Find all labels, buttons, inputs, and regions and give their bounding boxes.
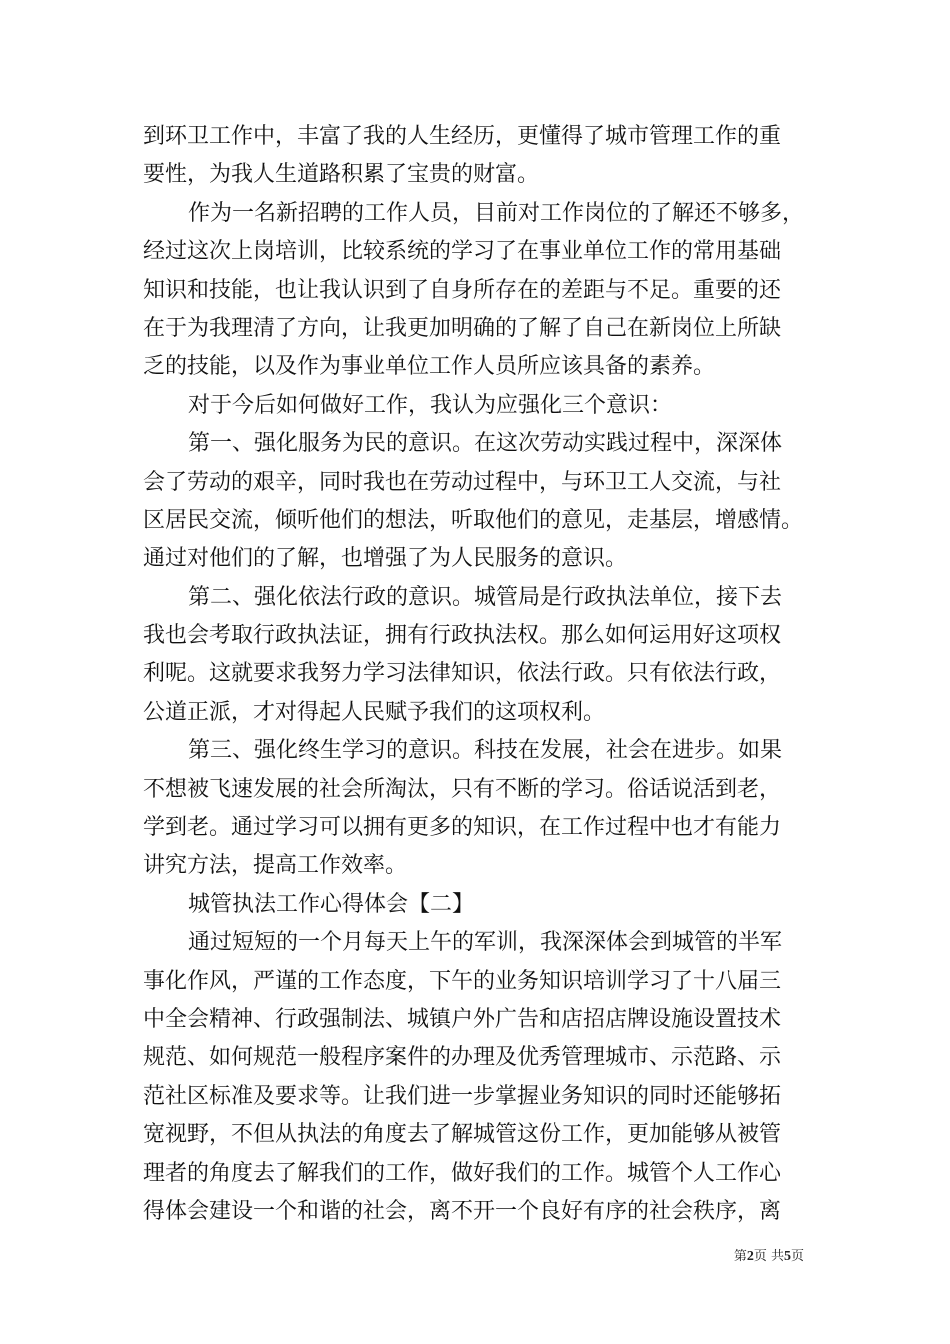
total-page-number: 5 bbox=[783, 1249, 791, 1264]
text-line: 讲究方法，提高工作效率。 bbox=[143, 853, 408, 879]
text-line: 公道正派，才对得起人民赋予我们的这项权利。 bbox=[143, 699, 606, 725]
text-line: 知识和技能，也让我认识到了自身所存在的差距与不足。重要的还 bbox=[143, 277, 782, 303]
text-line: 在于为我理清了方向，让我更加明确的了解了自己在新岗位上所缺 bbox=[143, 315, 782, 341]
text-line: 学到老。通过学习可以拥有更多的知识，在工作过程中也才有能力 bbox=[143, 815, 782, 841]
text-line: 乏的技能，以及作为事业单位工作人员所应该具备的素养。 bbox=[143, 354, 716, 380]
current-page-number: 2 bbox=[746, 1249, 754, 1264]
text-line: 到环卫工作中，丰富了我的人生经历，更懂得了城市管理工作的重 bbox=[143, 124, 782, 149]
text-line: 通过短短的一个月每天上午的军训，我深深体会到城管的半军 bbox=[188, 930, 783, 956]
text-line: 会了劳动的艰辛，同时我也在劳动过程中，与环卫工人交流，与社 bbox=[143, 469, 782, 495]
text-line: 利呢。这就要求我努力学习法律知识，依法行政。只有依法行政， bbox=[143, 661, 782, 687]
text-line: 城管执法工作心得体会【二】 bbox=[188, 891, 475, 917]
footer-prefix: 第 bbox=[733, 1249, 747, 1264]
page-number-footer bbox=[734, 1245, 804, 1265]
text-line: 不想被飞速发展的社会所淘汰，只有不断的学习。俗话说活到老， bbox=[143, 776, 782, 802]
text-line: 得体会建设一个和谐的社会，离不开一个良好有序的社会秩序，离 bbox=[143, 1198, 782, 1224]
text-line: 第三、强化终生学习的意识。科技在发展，社会在进步。如果 bbox=[188, 738, 783, 764]
document-body bbox=[143, 118, 823, 1231]
footer-suffix: 页 bbox=[790, 1249, 804, 1264]
text-line: 事化作风，严谨的工作态度，下午的业务知识培训学习了十八届三 bbox=[143, 968, 782, 994]
text-line: 第二、强化依法行政的意识。城管局是行政执法单位，接下去 bbox=[188, 584, 783, 610]
text-line: 第一、强化服务为民的意识。在这次劳动实践过程中，深深体 bbox=[188, 431, 783, 457]
text-line: 理者的角度去了解我们的工作，做好我们的工作。城管个人工作心 bbox=[143, 1160, 782, 1186]
text-line: 作为一名新招聘的工作人员，目前对工作岗位的了解还不够多， bbox=[188, 200, 805, 226]
text-line: 中全会精神、行政强制法、城镇户外广告和店招店牌设施设置技术 bbox=[143, 1006, 782, 1032]
text-line: 我也会考取行政执法证，拥有行政执法权。那么如何运用好这项权 bbox=[143, 623, 782, 649]
text-line: 要性，为我人生道路积累了宝贵的财富。 bbox=[143, 162, 540, 188]
footer-middle: 页 共 bbox=[753, 1249, 784, 1264]
text-line: 规范、如何规范一般程序案件的办理及优秀管理城市、示范路、示 bbox=[143, 1045, 782, 1071]
text-line: 对于今后如何做好工作，我认为应强化三个意识： bbox=[188, 392, 673, 418]
text-line: 区居民交流，倾听他们的想法，听取他们的意见，走基层，增感情。 bbox=[143, 507, 804, 533]
text-line: 宽视野，不但从执法的角度去了解城管这份工作，更加能够从被管 bbox=[143, 1122, 782, 1148]
text-line: 范社区标准及要求等。让我们进一步掌握业务知识的同时还能够拓 bbox=[143, 1083, 782, 1109]
text-line: 经过这次上岗培训，比较系统的学习了在事业单位工作的常用基础 bbox=[143, 239, 782, 265]
text-line: 通过对他们的了解，也增强了为人民服务的意识。 bbox=[143, 546, 628, 572]
